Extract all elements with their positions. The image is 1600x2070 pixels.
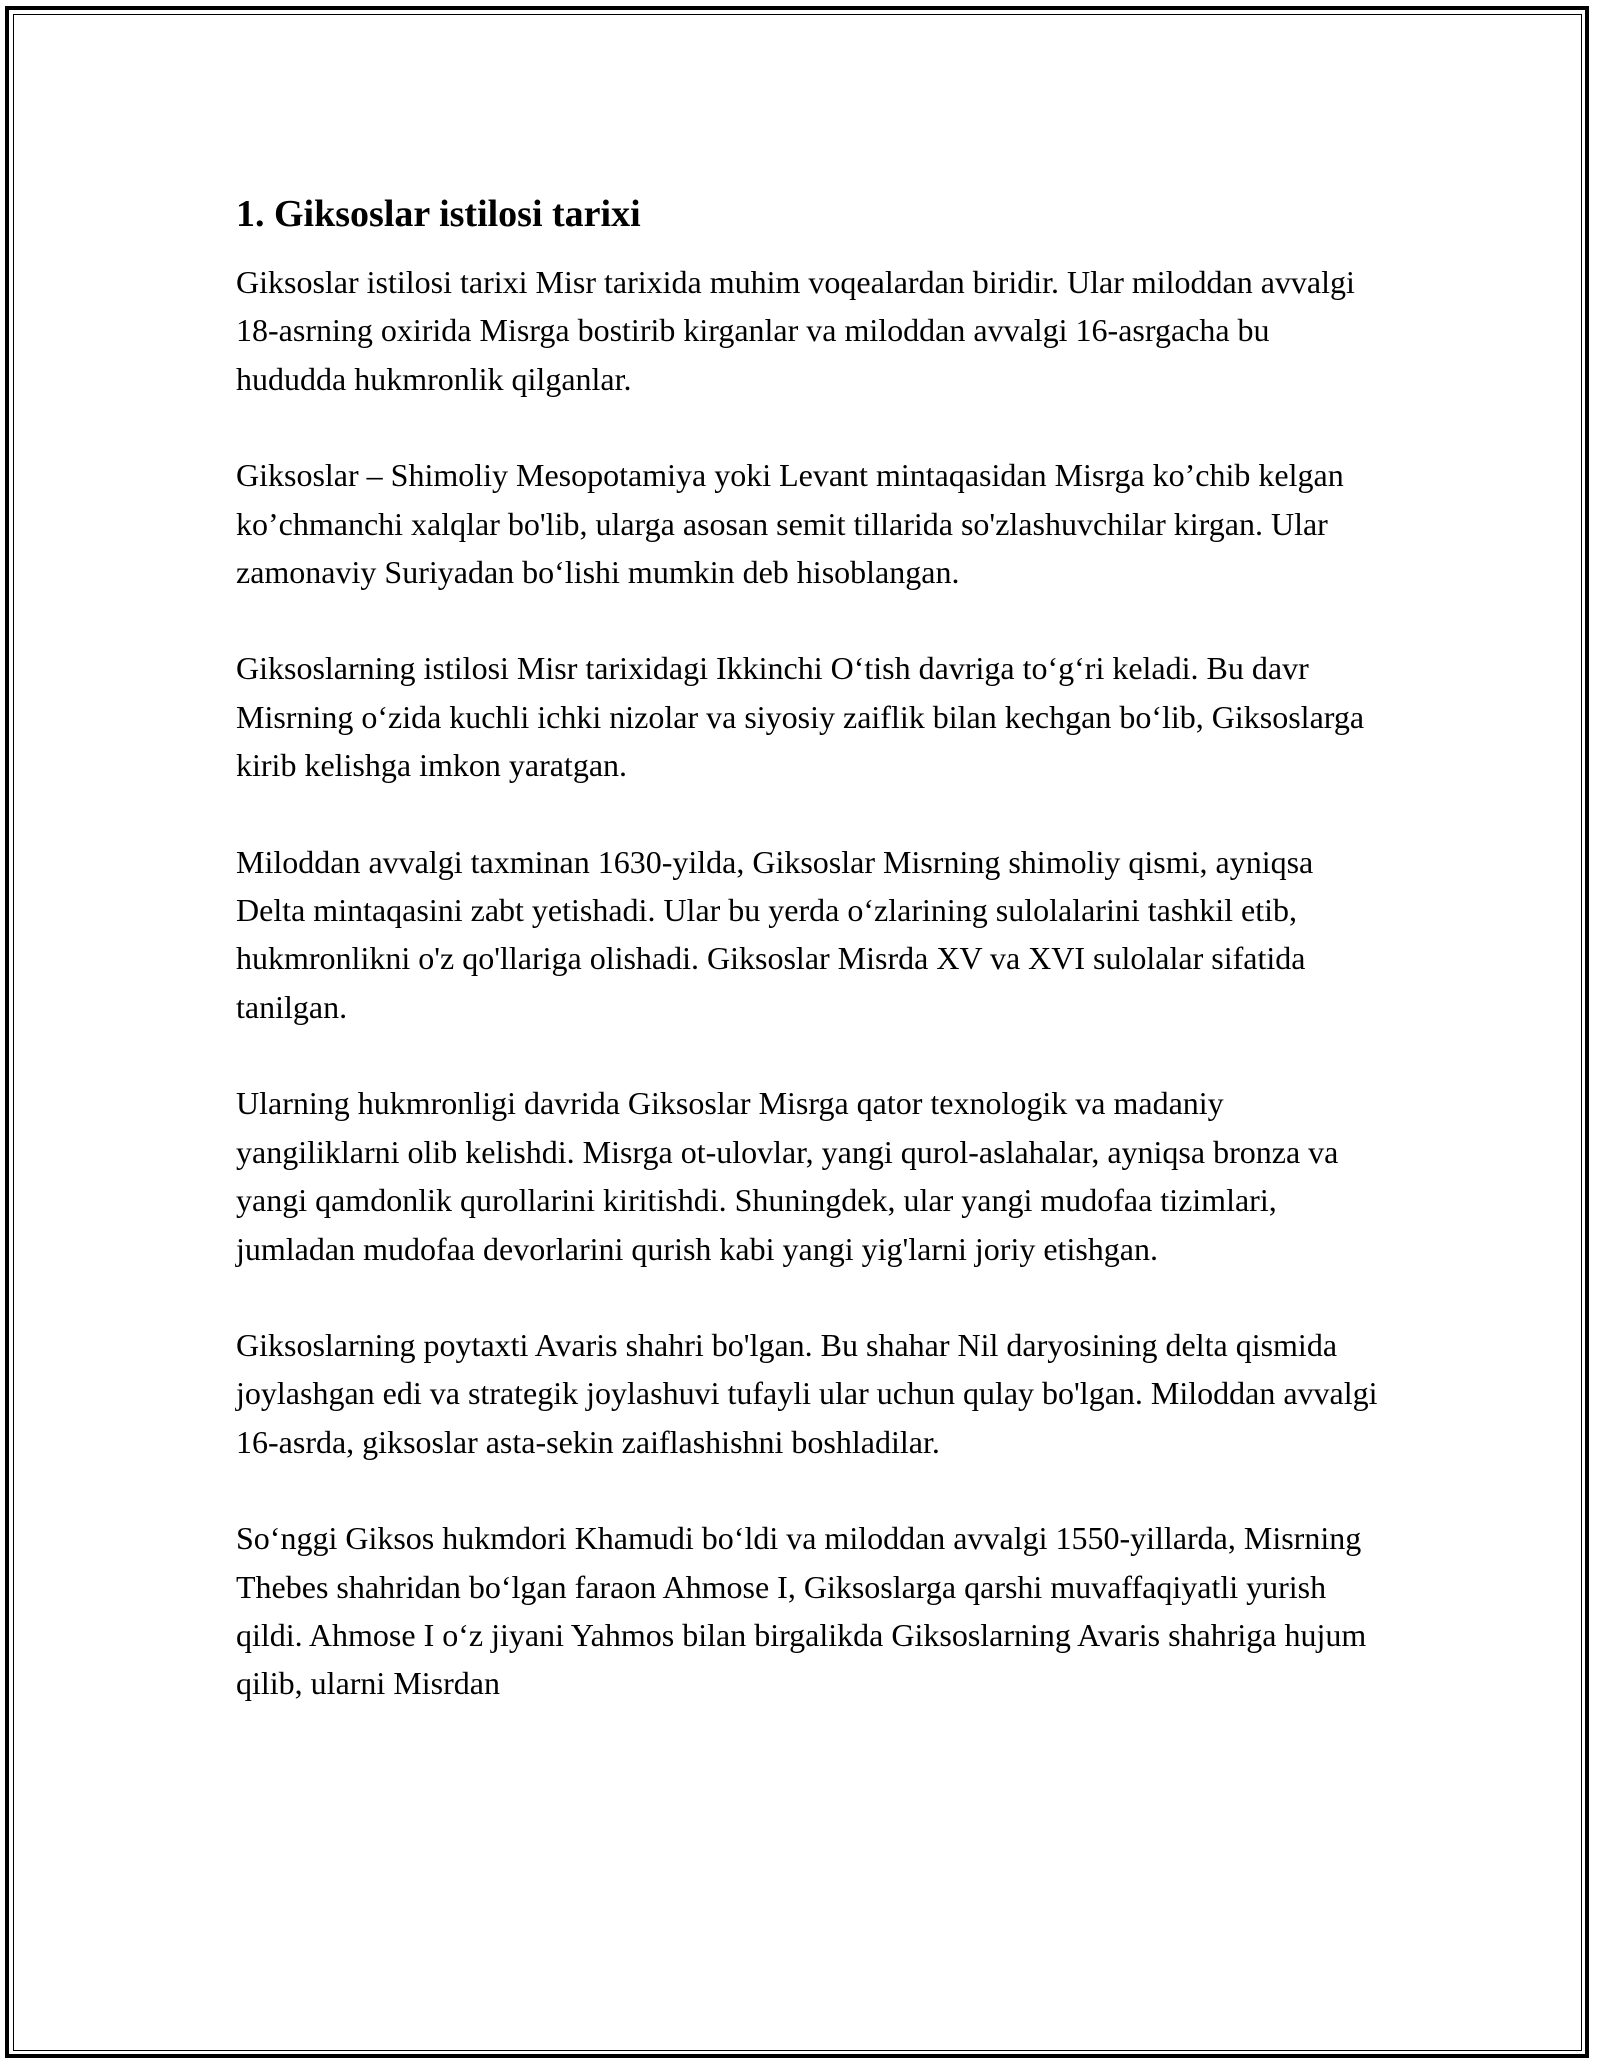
paragraph-5: Ularning hukmronligi davrida Giksoslar Misrga qator texnologik va madaniy yangiliklarni olib kelishdi. Misrga ot-ulovlar, yangi qurol-aslahalar, ayniqsa bronza va yangi qamdonlik qurollarini kiritishdi. Shuningdek, ular yangi mudofaa tizimlari, jumladan mudofaa devorlarini qurish kabi yangi yig'larni joriy etishgan. (236, 1085, 1339, 1267)
paragraph-4: Miloddan avvalgi taxminan 1630-yilda, Giksoslar Misrning shimoliy qismi, ayniqsa Delta mintaqasini zabt yetishadi. Ular bu yerda oʻzlarining sulolalarini tashkil etib, hukmronlikni o'z qo'llariga olishadi. Giksoslar Misrda XV va XVI sulolalar sifatida tanilgan. (236, 843, 1314, 1025)
paragraph-3: Giksoslarning istilosi Misr tarixidagi Ikkinchi Oʻtish davriga toʻgʻri keladi. Bu davr Misrning oʻzida kuchli ichki nizolar va siyosiy zaiflik bilan kechgan boʻlib, Giksoslarga kirib kelishga imkon yaratgan. (236, 650, 1365, 784)
paragraph-2: Giksoslar – Shimoliy Mesopotamiya yoki Levant mintaqasidan Misrga ko’chib kelgan ko’chmanchi xalqlar bo'lib, ularga asosan semit tillarida so'zlashuvchilar kirgan. Ular zamonaviy Suriyadan boʻlishi mumkin deb hisoblangan. (236, 457, 1344, 591)
paragraph-6: Giksoslarning poytaxti Avaris shahri bo'lgan. Bu shahar Nil daryosining delta qismida joylashgan edi va strategik joylashuvi tufayli ular uchun qulay bo'lgan. Miloddan avvalgi 16-asrda, giksoslar asta-sekin zaiflashishni boshladilar. (236, 1326, 1378, 1460)
document-body (236, 186, 1386, 1756)
paragraph-7: Soʻnggi Giksos hukmdori Khamudi boʻldi va miloddan avvalgi 1550-yillarda, Misrning Thebes shahridan boʻlgan faraon Ahmose I, Giksoslarga qarshi muvaffaqiyatli yurish qildi. Ahmose I oʻz jiyani Yahmos bilan birgalikda Giksoslarning Avaris shahriga hujum qilib, ularni Misrdan (236, 1520, 1367, 1702)
paragraph-1: Giksoslar istilosi tarixi Misr tarixida muhim voqealardan biridir. Ular miloddan avvalgi 18-asrning oxirida Misrga bostirib kirganlar va miloddan avvalgi 16-asrgacha bu hududda hukmronlik qilganlar. (236, 264, 1355, 397)
section-heading: 1. Giksoslar istilosi tarixi (236, 193, 641, 235)
